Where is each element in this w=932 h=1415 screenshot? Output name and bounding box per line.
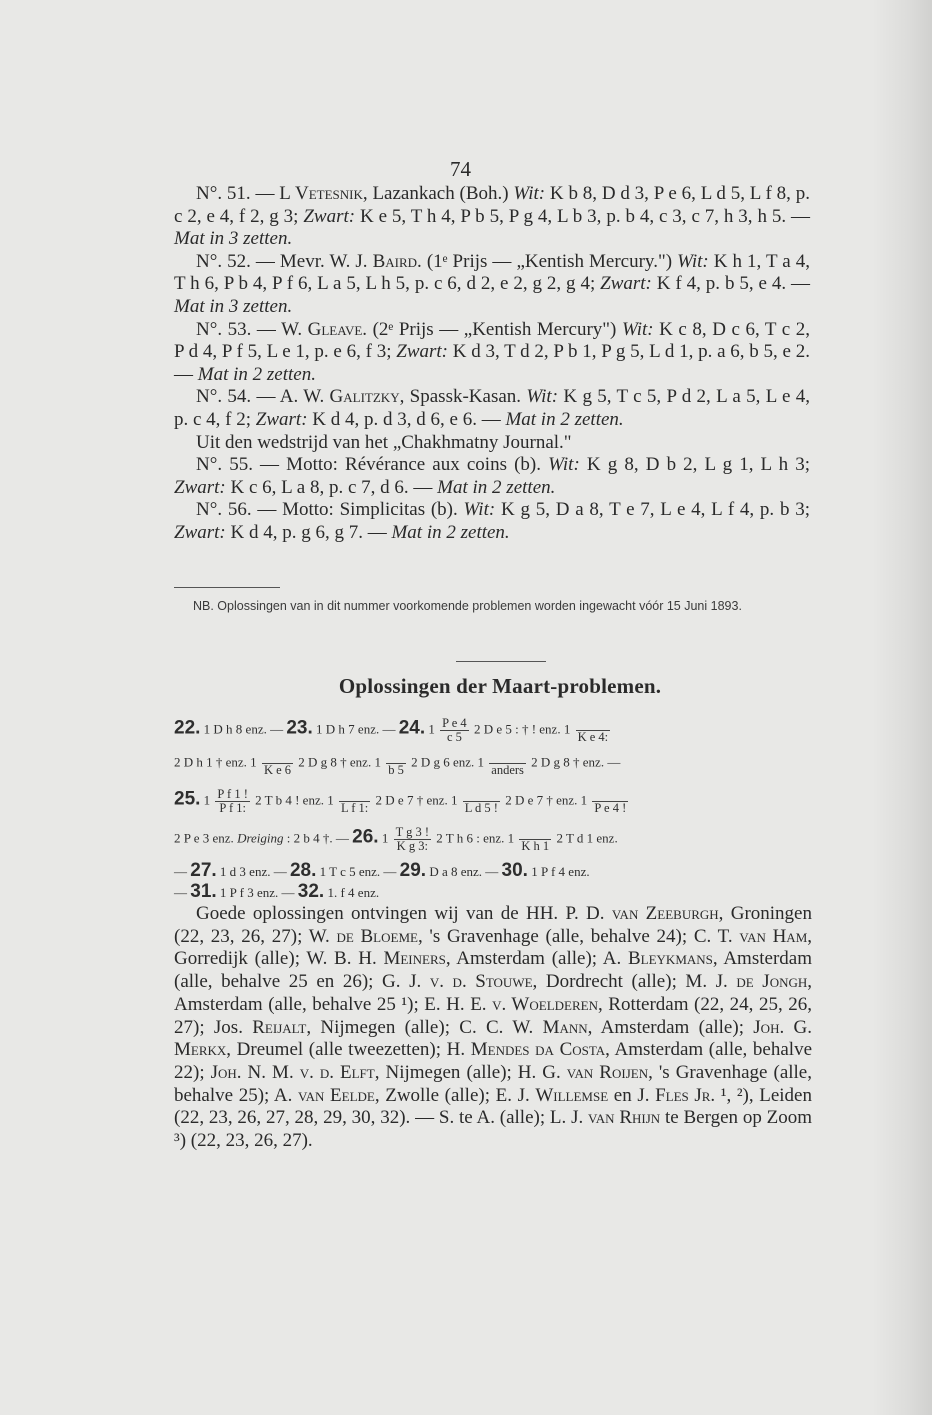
person-name: Reijalt — [252, 1016, 307, 1038]
italic-text: Zwart: — [174, 476, 226, 498]
italic-text: Wit: — [513, 183, 546, 204]
fraction-numerator — [519, 826, 551, 839]
text-run: . (1ᵉ Prijs — „Kentish Mercury.") — [417, 250, 678, 272]
text-run: 2 D e 7 † enz. 1 — [372, 792, 461, 808]
text-run: te Bergen op Zoom ³) (22, 23, 26, 27). — [174, 1107, 813, 1152]
italic-text: Mat in 2 zetten. — [437, 476, 556, 498]
italic-text: Zwart: — [600, 273, 652, 295]
italic-text: Zwart: — [255, 408, 308, 430]
problem-number: 26. — [352, 826, 379, 848]
person-name: van Rhijn — [588, 1107, 661, 1129]
person-name: Bleykmans — [627, 948, 713, 970]
fraction-denominator: L f 1: — [340, 801, 369, 815]
text-run: 2 D h 1 † enz. 1 — [174, 754, 260, 770]
fraction-numerator — [463, 788, 500, 801]
person-name: van Zeeburgh — [611, 903, 719, 924]
problem-number: 22. — [174, 717, 201, 739]
person-name: van Ham — [739, 925, 808, 947]
problem-entry — [174, 251, 810, 319]
move-fraction — [489, 750, 526, 777]
person-name: v. Woelderen — [492, 993, 598, 1015]
solution-line — [174, 717, 824, 744]
fraction-denominator: K e 6 — [263, 763, 292, 777]
person-name: Galitzky — [329, 386, 400, 408]
italic-text: Zwart: — [303, 205, 356, 227]
italic-text: Wit: — [621, 318, 654, 340]
problem-number: 29. — [399, 860, 427, 881]
problem-entry — [174, 454, 810, 499]
text-run: K d 4, p. d 3, d 6, e 6. — — [307, 408, 506, 430]
text-run: N°. 52. — Mevr. W. J. — [196, 250, 373, 272]
text-run: , Dreumel (alle tweezetten); H. — [226, 1039, 471, 1061]
text-run: K h 1, T a 4, T h 6, P b 4, P f 6, L a 5, L h 5, p. c 6, d 2, e 2, g 2, g 4; — [174, 250, 810, 295]
text-run: 2 D g 6 enz. 1 — [407, 754, 488, 770]
person-name: v. d. Stouwe — [429, 971, 533, 993]
person-name: Gleave — [307, 318, 363, 340]
person-name: Joh. N. M. v. d. Elft — [210, 1061, 375, 1083]
problem-number: 31. — [190, 881, 217, 902]
text-run: K e 5, T h 4, P b 5, P g 4, L b 3, p. b 4, c 3, c 7, h 3, h 5. — — [355, 205, 810, 227]
italic-text: Dreiging — [237, 830, 284, 846]
problem-entry — [174, 319, 810, 387]
move-fraction — [440, 717, 469, 744]
text-run: , Groningen (22, 23, 26, 27); W. — [174, 903, 812, 947]
person-name: Meiners — [383, 948, 446, 970]
person-name: Fles Jr. — [655, 1084, 716, 1106]
text-run: K g 8, D b 2, L g 1, L h 3; — [579, 454, 810, 476]
solution-line — [174, 881, 824, 903]
text-run: , Gorredijk (alle); W. B. H. — [174, 925, 812, 970]
text-run: — — [174, 864, 191, 879]
move-fraction — [519, 826, 551, 853]
text-run: 2 D g 8 † enz. 1 — [295, 754, 385, 770]
text-run: 1 — [425, 721, 439, 737]
move-fraction — [262, 750, 293, 777]
person-name: de Jongh — [736, 971, 808, 993]
solvers-paragraph — [174, 903, 812, 1153]
problem-entry — [174, 499, 810, 544]
italic-text: Wit: — [463, 499, 496, 521]
fraction-denominator: K e 4: — [577, 730, 609, 744]
problem-entry — [174, 386, 810, 431]
fraction-numerator — [386, 750, 406, 763]
page-edge-shadow — [872, 0, 932, 1415]
italic-text: Mat in 2 zetten. — [505, 408, 624, 430]
move-fraction — [576, 717, 611, 744]
problem-list — [174, 183, 810, 545]
problem-number: 27. — [190, 860, 217, 881]
text-run: , 's Gravenhage (alle, behalve 25); A. — [174, 1061, 812, 1106]
solution-line — [174, 750, 824, 777]
text-run: N°. 51. — L — [196, 183, 295, 204]
fraction-numerator — [576, 717, 611, 730]
text-run: 2 T d 1 enz. — [553, 830, 618, 846]
text-run: K d 4, p. g 6, g 7. — — [225, 521, 392, 543]
text-run: , Dordrecht (alle); M. J. — [532, 971, 737, 993]
text-run: , Amsterdam (alle, behalve 25 en 26); G. J. — [174, 948, 812, 993]
text-run: , Zwolle (alle); E. J. — [374, 1084, 536, 1106]
text-run: N°. 56. — Motto: Simplicitas (b). — [196, 499, 464, 521]
text-run: , Nijmegen (alle); C. C. W. — [306, 1016, 543, 1038]
solution-line — [174, 860, 824, 882]
person-name: Baird — [372, 250, 418, 272]
page-number: 74 — [450, 157, 471, 181]
text-run: Goede oplossingen ontvingen wij van de HH. P. D. — [196, 903, 612, 924]
italic-text: Zwart: — [396, 341, 448, 363]
text-run: 1 P f 3 enz. — — [216, 885, 298, 900]
text-run: 2 T b 4 ! enz. 1 — [251, 792, 337, 808]
fraction-numerator — [262, 750, 293, 763]
fraction-numerator — [339, 788, 370, 801]
fraction-denominator: P e 4 ! — [594, 801, 627, 815]
section-heading: Oplossingen der Maart-problemen. — [338, 674, 662, 698]
text-run: 2 P e 3 enz. — [174, 830, 238, 846]
move-fraction — [463, 788, 500, 815]
move-fraction — [592, 788, 628, 815]
text-run: 2 D g 8 † enz. — — [527, 754, 621, 770]
text-run: 1 T c 5 enz. — — [316, 864, 400, 879]
text-run: , Amsterdam (alle); A. — [445, 948, 628, 970]
text-run: , Rotterdam (22, 24, 25, 26, 27); Jos. — [174, 993, 813, 1038]
move-fraction — [394, 826, 431, 853]
italic-text: Mat in 3 zetten. — [174, 228, 293, 250]
text-run: , Amsterdam (alle); — [587, 1016, 754, 1038]
text-run: : 2 b 4 †. — — [283, 830, 353, 846]
fraction-denominator: b 5 — [388, 763, 404, 777]
text-run: 2 T h 6 : enz. 1 — [433, 830, 518, 846]
text-run: K c 6, L a 8, p. c 7, d 6. — — [225, 476, 438, 498]
problem-number: 28. — [289, 860, 317, 881]
italic-text: Zwart: — [174, 521, 226, 543]
text-run: K b 8, D d 3, P e 6, L d 5, L f 8, p. c 2, e 4, f 2, g 3; — [174, 183, 810, 227]
text-run: en J. — [608, 1084, 656, 1106]
italic-text: Wit: — [548, 454, 580, 476]
problem-number: 30. — [501, 860, 528, 881]
fraction-denominator: K h 1 — [521, 839, 550, 853]
text-run: K d 3, T d 2, P b 1, P g 5, L d 1, p. a 6, b 5, e 2. — — [174, 341, 810, 385]
text-run: 2 D e 7 † enz. 1 — [501, 792, 591, 808]
move-fraction — [215, 788, 249, 815]
fraction-denominator: P f 1: — [215, 801, 249, 815]
person-name: Mendes da Costa — [470, 1039, 606, 1061]
italic-text: Mat in 3 zetten. — [174, 295, 293, 317]
text-run: N°. 53. — W. — [196, 318, 308, 340]
text-run: 1 D h 7 enz. — — [312, 721, 399, 737]
italic-text: Wit: — [526, 386, 559, 408]
text-run: 1 D h 8 enz. — — [200, 721, 287, 737]
text-run: 1 — [200, 792, 214, 808]
fraction-numerator — [592, 788, 628, 801]
person-name: van Roijen — [566, 1061, 649, 1083]
fraction-denominator: L d 5 ! — [464, 801, 498, 815]
person-name: Vetesnik — [294, 183, 363, 204]
problem-number: 25. — [174, 788, 201, 810]
fraction-denominator: anders — [491, 763, 524, 777]
text-run: K c 8, D c 6, T c 2, P d 4, P f 5, L e 1, p. e 6, f 3; — [174, 318, 810, 363]
fraction-denominator: K g 3: — [394, 839, 431, 853]
problem-number: 24. — [398, 717, 426, 739]
italic-text: Mat in 2 zetten. — [391, 521, 510, 543]
person-name: van Eelde — [297, 1084, 375, 1106]
text-run: — — [174, 885, 191, 900]
person-name: Mann — [542, 1016, 588, 1038]
fraction-denominator: c 5 — [440, 730, 469, 744]
text-run: . (2ᵉ Prijs — „Kentish Mercury") — [362, 318, 622, 340]
fraction-numerator — [489, 750, 526, 763]
text-run: 1 P f 4 enz. — [527, 864, 590, 879]
person-name: de Bloeme — [336, 925, 418, 947]
text-run: , Spassk-Kasan. — [399, 386, 527, 408]
italic-text: Wit: — [677, 250, 709, 272]
solution-line — [174, 788, 824, 815]
text-run: , Nijmegen (alle); H. G. — [374, 1061, 567, 1083]
fraction-numerator: T g 3 ! — [395, 825, 430, 839]
problem-entry — [174, 183, 810, 251]
problem-entry — [174, 432, 810, 455]
text-run: ¹, ²), Leiden (22, 23, 26, 27, 28, 29, 30, 32). — S. te A. (alle); L. J. — [174, 1084, 812, 1129]
footnote-note: NB. Oplossingen van in dit nummer voorkomende problemen worden ingewacht vóór 15 Juni 1893. — [193, 599, 742, 613]
fraction-numerator: P f 1 ! — [217, 787, 248, 801]
solvers-text — [174, 903, 812, 1153]
person-name: Joh. G. Merkx — [174, 1016, 812, 1061]
text-run: , Amsterdam (alle, behalve 25 ¹); E. H. E. — [174, 971, 813, 1015]
section-divider — [456, 661, 546, 662]
text-run: K f 4, p. b 5, e 4. — — [651, 273, 810, 295]
text-run: N°. 54. — A. W. — [196, 386, 330, 408]
text-run: N°. 55. — Motto: Révérance aux coins (b). — [196, 454, 549, 476]
text-run: , 's Gravenhage (alle, behalve 24); C. T. — [417, 925, 740, 947]
move-fraction — [339, 788, 370, 815]
person-name: Willemse — [535, 1084, 609, 1106]
text-run: , Lazankach (Boh.) — [362, 183, 514, 204]
problem-number: 32. — [297, 881, 325, 902]
text-run: D a 8 enz. — — [426, 864, 502, 879]
text-run: 1 d 3 enz. — — [216, 864, 290, 879]
text-run: K g 5, D a 8, T e 7, L e 4, L f 4, p. b 3; — [495, 499, 810, 521]
move-fraction — [386, 750, 406, 777]
text-run: K g 5, T c 5, P d 2, L a 5, L e 4, p. c 4, f 2; — [174, 386, 810, 430]
divider-rule — [174, 587, 280, 588]
fraction-numerator: P e 4 — [442, 716, 467, 730]
problem-number: 23. — [286, 717, 313, 739]
text-run: 1. f 4 enz. — [324, 885, 380, 900]
text-run: 1 — [378, 830, 392, 846]
text-run: 2 D e 5 : † ! enz. 1 — [470, 721, 574, 737]
solution-line — [174, 826, 824, 853]
text-run: Uit den wedstrijd van het „Chakhmatny Journal." — [196, 431, 572, 453]
italic-text: Mat in 2 zetten. — [197, 363, 316, 385]
text-run: , Amsterdam (alle, behalve 22); — [174, 1039, 813, 1083]
